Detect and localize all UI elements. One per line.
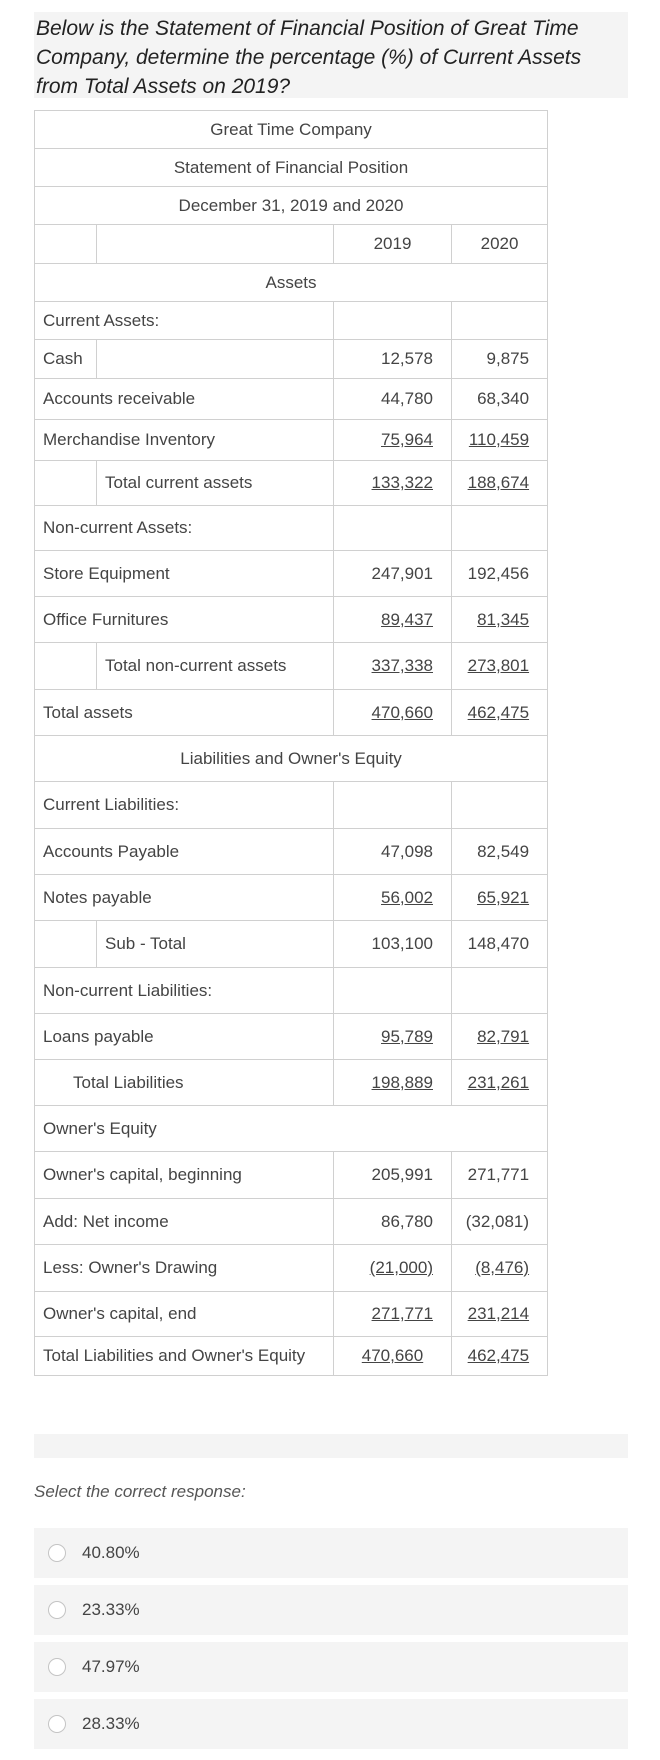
total-noncurrent-assets-label: Total non-current assets bbox=[97, 643, 334, 690]
total-assets-2020: 462,475 bbox=[467, 702, 530, 722]
total-noncurrent-assets-2020: 273,801 bbox=[467, 656, 530, 675]
option-label: 28.33% bbox=[82, 1714, 140, 1733]
noncurrent-assets-label: Non-current Assets: bbox=[35, 506, 334, 551]
ar-2020: 68,340 bbox=[452, 379, 548, 420]
office-furnitures-2019: 89,437 bbox=[381, 609, 433, 629]
liabilities-equity-header: Liabilities and Owner's Equity bbox=[35, 736, 548, 782]
financial-statement-table bbox=[34, 110, 547, 1376]
option-label: 40.80% bbox=[82, 1543, 140, 1562]
net-income-2019: 86,780 bbox=[334, 1199, 452, 1245]
cash-label: Cash bbox=[35, 340, 97, 379]
radio-circle-icon[interactable] bbox=[48, 1658, 66, 1676]
total-current-assets-2020: 188,674 bbox=[467, 473, 530, 492]
net-income-2020: (32,081) bbox=[452, 1199, 548, 1245]
total-liab-equity-label: Total Liabilities and Owner's Equity bbox=[35, 1337, 334, 1376]
option-4[interactable] bbox=[34, 1699, 628, 1749]
total-liab-equity-2020: 462,475 bbox=[467, 1346, 530, 1365]
current-assets-label: Current Assets: bbox=[35, 302, 334, 340]
loans-payable-2019: 95,789 bbox=[381, 1026, 433, 1046]
capital-end-2019: 271,771 bbox=[371, 1304, 433, 1323]
notes-payable-2019: 56,002 bbox=[381, 887, 433, 907]
accounts-payable-2019: 47,098 bbox=[334, 829, 452, 875]
total-assets-2019: 470,660 bbox=[371, 702, 433, 722]
cash-2019: 12,578 bbox=[334, 340, 452, 379]
total-current-assets-label: Total current assets bbox=[97, 461, 334, 506]
noncurrent-liabilities-label: Non-current Liabilities: bbox=[35, 968, 334, 1014]
separator-bar bbox=[34, 1434, 628, 1458]
option-1[interactable] bbox=[34, 1528, 628, 1578]
total-liabilities-2020: 231,261 bbox=[467, 1072, 530, 1092]
subtotal-label: Sub - Total bbox=[97, 921, 334, 968]
total-liabilities-2019: 198,889 bbox=[371, 1072, 433, 1092]
radio-circle-icon[interactable] bbox=[48, 1715, 66, 1733]
total-current-assets-2019: 133,322 bbox=[371, 473, 433, 492]
year-2019-header: 2019 bbox=[334, 225, 452, 264]
option-3[interactable] bbox=[34, 1642, 628, 1692]
total-liabilities-label: Total Liabilities bbox=[35, 1060, 334, 1106]
capital-beginning-2020: 271,771 bbox=[452, 1152, 548, 1199]
capital-end-label: Owner's capital, end bbox=[35, 1292, 334, 1337]
radio-circle-icon[interactable] bbox=[48, 1601, 66, 1619]
office-furnitures-label: Office Furnitures bbox=[35, 597, 334, 643]
notes-payable-2020: 65,921 bbox=[477, 887, 530, 907]
owners-equity-label: Owner's Equity bbox=[35, 1106, 548, 1152]
total-liab-equity-2019: 470,660 bbox=[361, 1346, 424, 1365]
question-text: Below is the Statement of Financial Position of Great Time Company, determine the percentage (%) of Current Assets from Total Assets on 2019? bbox=[34, 12, 628, 98]
store-equipment-label: Store Equipment bbox=[35, 551, 334, 597]
total-assets-label: Total assets bbox=[35, 690, 334, 736]
store-equipment-2019: 247,901 bbox=[334, 551, 452, 597]
subtotal-2020: 148,470 bbox=[452, 921, 548, 968]
store-equipment-2020: 192,456 bbox=[452, 551, 548, 597]
option-label: 47.97% bbox=[82, 1657, 140, 1676]
cash-2020: 9,875 bbox=[452, 340, 548, 379]
inventory-label: Merchandise Inventory bbox=[35, 420, 334, 461]
capital-beginning-label: Owner's capital, beginning bbox=[35, 1152, 334, 1199]
assets-header: Assets bbox=[35, 264, 548, 302]
office-furnitures-2020: 81,345 bbox=[477, 609, 530, 629]
net-income-label: Add: Net income bbox=[35, 1199, 334, 1245]
drawing-label: Less: Owner's Drawing bbox=[35, 1245, 334, 1292]
ar-2019: 44,780 bbox=[334, 379, 452, 420]
capital-beginning-2019: 205,991 bbox=[334, 1152, 452, 1199]
statement-title: Statement of Financial Position bbox=[35, 149, 548, 187]
year-2020-header: 2020 bbox=[452, 225, 548, 264]
current-liabilities-label: Current Liabilities: bbox=[35, 782, 334, 829]
radio-circle-icon[interactable] bbox=[48, 1544, 66, 1562]
total-noncurrent-assets-2019: 337,338 bbox=[371, 656, 433, 675]
option-label: 23.33% bbox=[82, 1600, 140, 1619]
accounts-payable-label: Accounts Payable bbox=[35, 829, 334, 875]
response-prompt: Select the correct response: bbox=[34, 1482, 246, 1501]
company-name: Great Time Company bbox=[35, 111, 548, 149]
drawing-2020: (8,476) bbox=[475, 1258, 530, 1277]
subtotal-2019: 103,100 bbox=[334, 921, 452, 968]
notes-payable-label: Notes payable bbox=[35, 875, 334, 921]
drawing-2019: (21,000) bbox=[369, 1258, 433, 1277]
loans-payable-label: Loans payable bbox=[35, 1014, 334, 1060]
inventory-2019: 75,964 bbox=[381, 430, 433, 449]
ar-label: Accounts receivable bbox=[35, 379, 334, 420]
inventory-2020: 110,459 bbox=[468, 430, 530, 449]
capital-end-2020: 231,214 bbox=[467, 1304, 530, 1323]
statement-date: December 31, 2019 and 2020 bbox=[35, 187, 548, 225]
option-2[interactable] bbox=[34, 1585, 628, 1635]
loans-payable-2020: 82,791 bbox=[477, 1026, 530, 1046]
accounts-payable-2020: 82,549 bbox=[452, 829, 548, 875]
